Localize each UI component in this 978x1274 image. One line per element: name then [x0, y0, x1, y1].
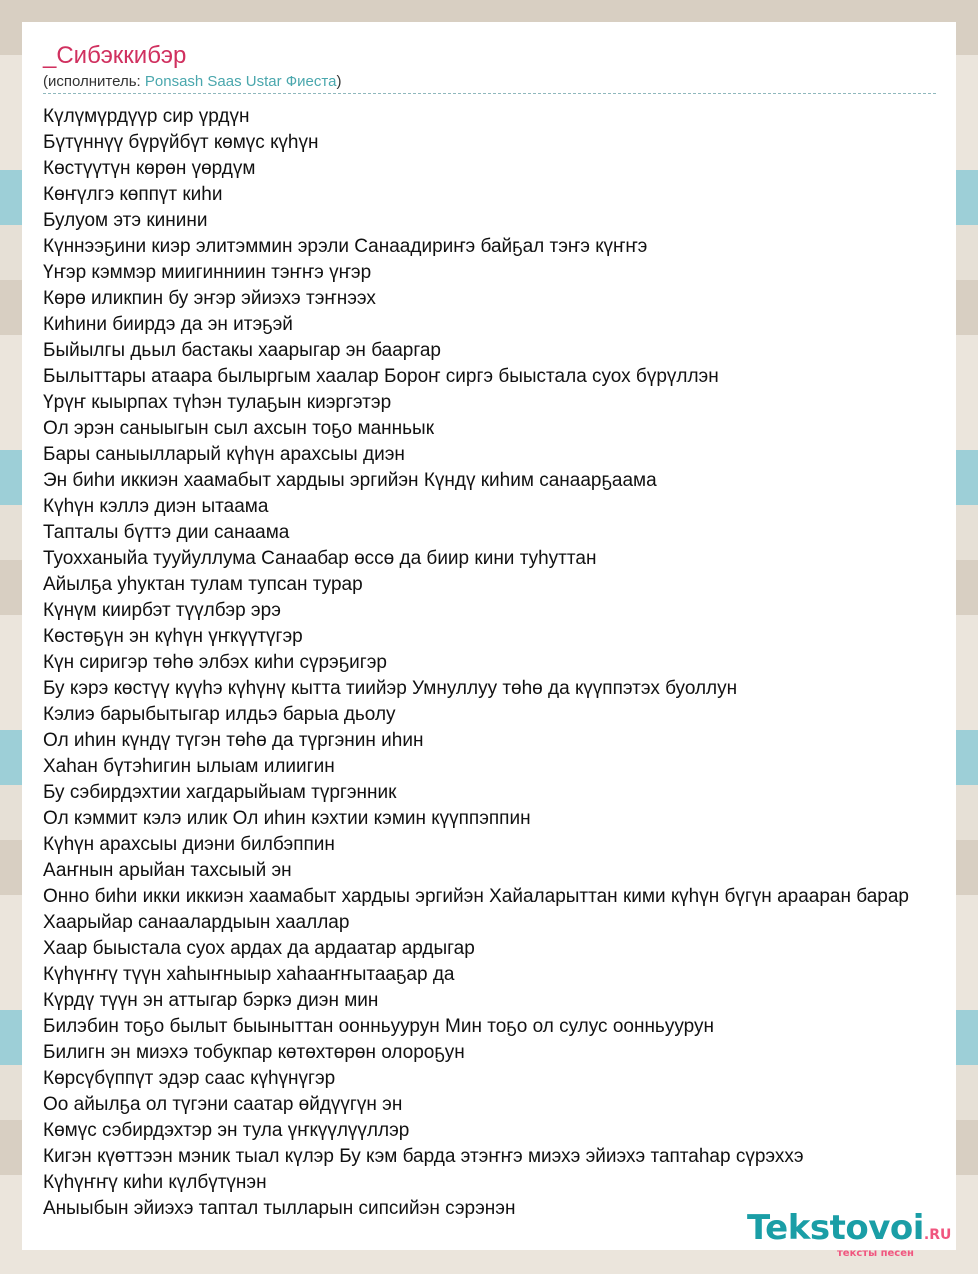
- lyric-line: Күһүҥҥү түүн хаһыҥныыр хаһааҥҥытааҕар да: [43, 964, 455, 985]
- lyric-line: Тапталы бүттэ дии санаама: [43, 522, 290, 543]
- lyric-line: Хаарыйар санаалардыын хааллар: [43, 912, 350, 933]
- lyric-line: Үҥэр кэммэр миигинниин тэҥҥэ үҥэр: [43, 262, 372, 283]
- lyric-line: Эн биһи иккиэн хаамабыт хардыы эргийэн Күндү киһим санаарҕаама: [43, 470, 657, 491]
- lyric-line: Билигн эн миэхэ тобукпар көтөхтөрөн олороҕун: [43, 1042, 465, 1063]
- lyric-line: Оо айылҕа ол түгэни саатар өйдүүгүн эн: [43, 1094, 403, 1115]
- artist-suffix: ): [336, 73, 342, 90]
- lyric-line: Билэбин тоҕо былыт быыныттан оонньуурун Мин тоҕо ол сулус оонньуурун: [43, 1016, 714, 1037]
- lyric-line: Кэлиэ барыбытыгар илдьэ барыа дьолу: [43, 704, 396, 725]
- lyric-line: Хаар быыстала суох ардах да ардаатар ардыгар: [43, 938, 475, 959]
- lyric-line: Күлүмүрдүүр сир үрдүн: [43, 106, 250, 127]
- lyric-line: Көрө иликпин бу эҥэр эйиэхэ тэҥнээх: [43, 288, 376, 309]
- logo-domain: .RU: [923, 1227, 952, 1243]
- lyric-line: Кигэн күөттээн мэник тыал күлэр Бу кэм барда этэҥҥэ миэхэ эйиэхэ таптаһар сүрэххэ: [43, 1146, 804, 1167]
- lyric-line: Көстүүтүн көрөн үөрдүм: [43, 158, 256, 179]
- lyric-line: Көҥүлгэ көппүт киһи: [43, 184, 223, 205]
- lyric-line: Ол иһин күндү түгэн төһө да түргэнин иһин: [43, 730, 424, 751]
- lyric-line: Хаһан бүтэһигин ылыам илиигин: [43, 756, 335, 777]
- lyric-line: Күн сиригэр төһө элбэх киһи сүрэҕигэр: [43, 652, 387, 673]
- divider: [43, 93, 936, 94]
- lyric-line: Онно биһи икки иккиэн хаамабыт хардыы эргийэн Хайаларыттан кими күһүн бүгүн арааран барар: [43, 886, 909, 907]
- song-title: _Сибэккибэр: [43, 42, 187, 69]
- lyric-line: Көмүс сэбирдэхтэр эн тула үҥкүүлүүллэр: [43, 1120, 410, 1141]
- logo-tagline: тексты песен: [837, 1248, 914, 1259]
- lyric-line: Аныыбын эйиэхэ таптал тылларын сипсийэн сэрэнэн: [43, 1198, 516, 1219]
- lyrics-panel: [22, 22, 956, 1259]
- lyric-line: Көстөҕүн эн күһүн үҥкүүтүгэр: [43, 626, 303, 647]
- lyric-line: Былыттары атаара былыргым хаалар Бороҥ сиргэ быыстала суох бүрүллэн: [43, 366, 719, 387]
- lyric-line: Киһини биирдэ да эн итэҕэй: [43, 314, 293, 335]
- lyric-line: Быйылгы дьыл бастакы хаарыгар эн бааргар: [43, 340, 441, 361]
- lyric-line: Бу сэбирдэхтии хагдарыйыам түргэнник: [43, 782, 397, 803]
- lyric-line: Бүтүннүү бүрүйбүт көмүс күһүн: [43, 132, 319, 153]
- lyric-line: Ааҥнын арыйан тахсыый эн: [43, 860, 292, 881]
- lyric-line: Күһүн кэллэ диэн ытаама: [43, 496, 269, 517]
- lyric-line: Айылҕа уһуктан тулам тупсан турар: [43, 574, 363, 595]
- lyric-line: Туохханыйа тууйуллума Санаабар өссө да биир кини туһуттан: [43, 548, 597, 569]
- lyric-line: Көрсүбүппүт эдэр саас күһүнүгэр: [43, 1068, 336, 1089]
- lyric-line: Үрүҥ кыырпах түһэн тулаҕын киэргэтэр: [43, 392, 392, 413]
- artist-line: [43, 73, 341, 90]
- lyric-line: Ол кэммит кэлэ илик Ол иһин кэхтии кэмин күүппэппин: [43, 808, 531, 829]
- lyric-line: Күһүн арахсыы диэни билбэппин: [43, 834, 335, 855]
- lyric-line: Бары саныылларый күһүн арахсыы диэн: [43, 444, 405, 465]
- lyric-line: Күннээҕини киэр элитэммин эрэли Санаадириҥэ байҕал тэҥэ күҥҥэ: [43, 236, 648, 257]
- artist-prefix: (исполнитель:: [43, 73, 145, 90]
- site-logo[interactable]: [747, 1208, 952, 1259]
- logo-name: Tekstovoi: [747, 1208, 924, 1248]
- lyric-line: Күнүм киирбэт түүлбэр эрэ: [43, 600, 281, 621]
- lyric-line: Ол эрэн саныыгын сыл ахсын тоҕо манньык: [43, 418, 435, 439]
- lyrics-text: [43, 104, 909, 1222]
- lyric-line: Күһүҥҥү киһи күлбүтүнэн: [43, 1172, 267, 1193]
- lyric-line: Булуом этэ кинини: [43, 210, 208, 231]
- artist-link[interactable]: Ponsash Saas Ustar Фиеста: [144, 73, 337, 90]
- lyric-line: Бу кэрэ көстүү күүһэ күһүнү кытта тиийэр Умнуллуу төһө да күүппэтэх буоллун: [43, 678, 738, 699]
- lyric-line: Күрдү түүн эн аттыгар бэркэ диэн мин: [43, 990, 379, 1011]
